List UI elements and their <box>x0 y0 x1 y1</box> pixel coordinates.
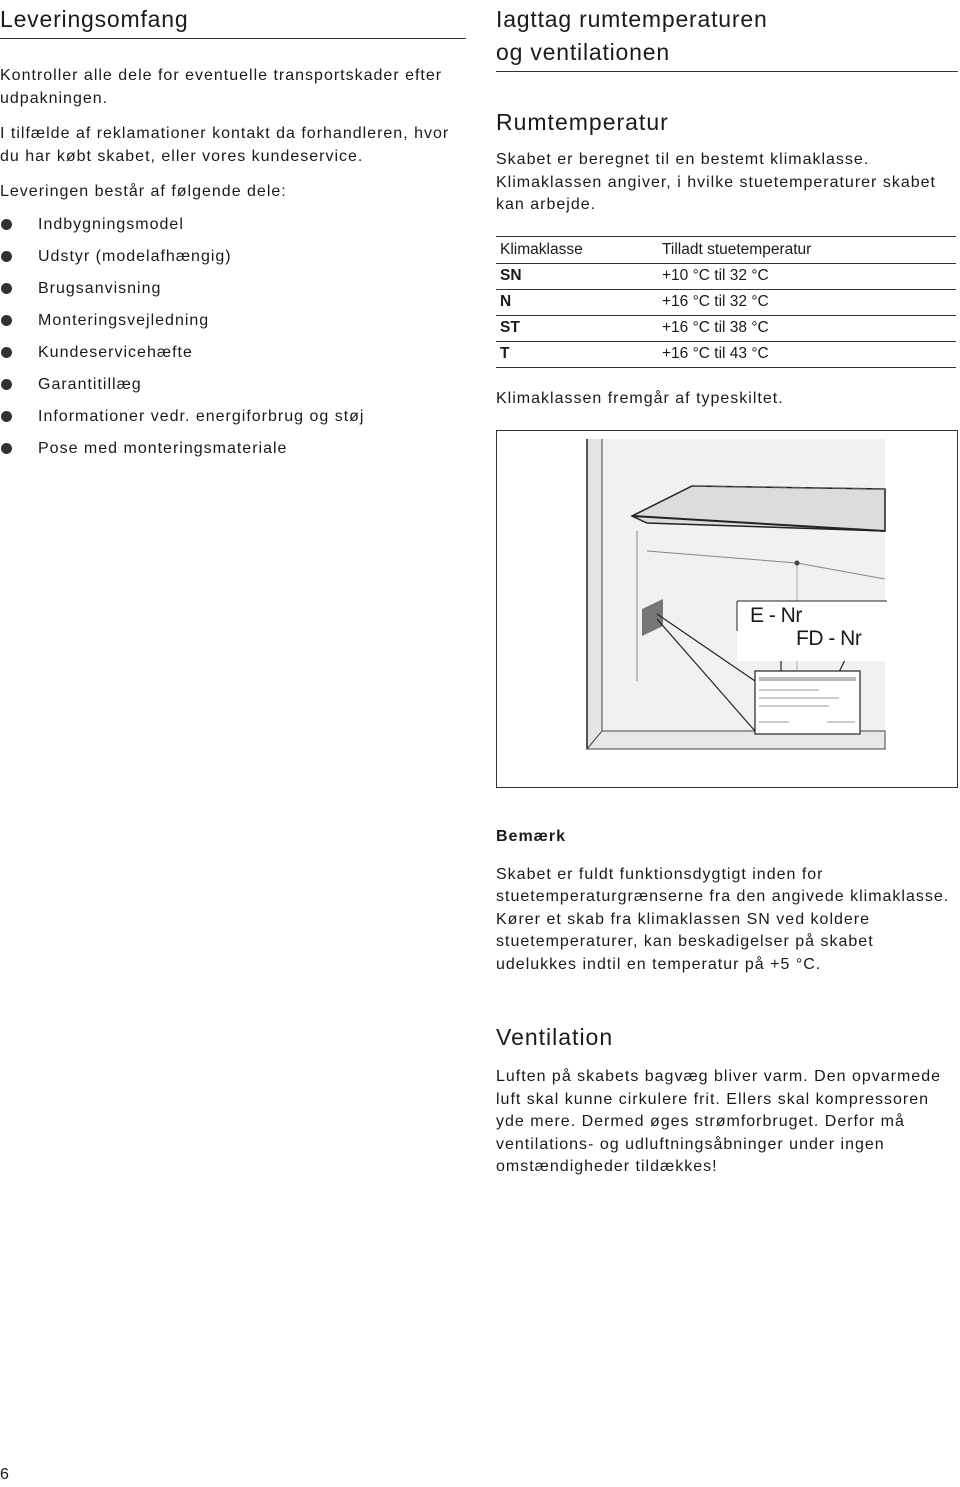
list-item-text: Monteringsvejledning <box>38 311 210 329</box>
temperature-range-cell: +16 °C til 38 °C <box>658 315 956 341</box>
paragraph-transport-check: Kontroller alle dele for eventuelle transportskader efter udpakningen. <box>0 67 443 107</box>
ventilation-paragraph: Luften på skabets bagvæg bliver varm. Den opvarmede luft skal kunne cirkulere frit. Ellers skal kompressoren yde mere. Dermed øges strømforbruget. Derfor må ventilations- og udluftningsåbninger under ingen omstændigheder tildækkes! <box>496 1068 941 1175</box>
heading-line-2: og ventilationen <box>496 39 670 65</box>
table-header-row <box>496 236 956 263</box>
column-header-temperature: Tilladt stuetemperatur <box>658 236 956 263</box>
list-item <box>0 310 466 342</box>
bullet-icon <box>1 379 12 390</box>
paragraph-rumtemperatur: Skabet er beregnet til en bestemt klimaklasse. Klimaklassen angiver, i hvilke stuetemperaturer skabet kan arbejde. <box>496 151 936 213</box>
list-item-text: Indbygningsmodel <box>38 215 184 233</box>
bullet-icon <box>1 251 12 262</box>
subheading-rumtemperatur: Rumtemperatur <box>496 109 669 135</box>
temperature-range-cell: +16 °C til 43 °C <box>658 341 956 367</box>
list-item-text: Pose med monteringsmateriale <box>38 439 288 457</box>
bullet-icon <box>1 283 12 294</box>
table-row <box>496 341 956 367</box>
list-item-text: Kundeservicehæfte <box>38 343 193 361</box>
list-item <box>0 278 466 310</box>
section-heading-leveringsomfang: Leveringsomfang <box>0 0 466 39</box>
label-fd-nr: FD - Nr <box>796 627 862 650</box>
plate-text-line <box>759 677 856 681</box>
climate-class-cell: ST <box>496 315 658 341</box>
note-paragraph: Skabet er fuldt funktionsdygtigt inden for stuetemperaturgrænserne fra den angivede klimaklasse. Kører et skab fra klimaklassen SN ved koldere stuetemperaturer, kan beskadigelser på skabet udelukkes indtil en temperatur på +5 °C. <box>496 865 950 973</box>
climate-class-cell: SN <box>496 263 658 289</box>
table-row <box>496 315 956 341</box>
plate-text-line <box>759 721 789 723</box>
bullet-icon <box>1 315 12 326</box>
heading-line-1: Iagttag rumtemperaturen <box>496 6 768 32</box>
bullet-icon <box>1 411 12 422</box>
rating-plate-illustration <box>496 430 958 788</box>
left-column <box>0 0 466 470</box>
column-header-klimaklasse: Klimaklasse <box>496 236 658 263</box>
bullet-icon <box>1 443 12 454</box>
label-e-nr: E - Nr <box>750 604 802 627</box>
plate-text-line <box>827 721 855 723</box>
list-item <box>0 342 466 374</box>
bullet-icon <box>1 219 12 230</box>
table-row <box>496 263 956 289</box>
paragraph-type-plate: Klimaklassen fremgår af typeskiltet. <box>496 389 784 407</box>
page-number: 6 <box>0 1466 9 1483</box>
section-heading-temperature-ventilation <box>496 0 958 72</box>
right-column <box>496 0 958 1179</box>
climate-class-cell: N <box>496 289 658 315</box>
plate-text-line <box>759 697 839 699</box>
list-item <box>0 374 466 406</box>
paragraph-complaints: I tilfælde af reklamationer kontakt da forhandleren, hvor du har købt skabet, eller vores kundeservice. <box>0 125 450 165</box>
list-item-text: Udstyr (modelafhængig) <box>38 247 232 265</box>
list-item <box>0 246 466 278</box>
list-item-text: Garantitillæg <box>38 375 142 393</box>
shelf-pin-icon <box>795 561 800 566</box>
bullet-icon <box>1 347 12 358</box>
climate-class-cell: T <box>496 341 658 367</box>
climate-class-table <box>496 236 956 368</box>
list-item <box>0 406 466 438</box>
list-item <box>0 438 466 470</box>
table-row <box>496 289 956 315</box>
plate-text-line <box>759 705 829 707</box>
temperature-range-cell: +16 °C til 32 °C <box>658 289 956 315</box>
temperature-range-cell: +10 °C til 32 °C <box>658 263 956 289</box>
left-side-wall <box>587 439 602 749</box>
delivery-items-list <box>0 214 466 470</box>
paragraph-delivery-parts: Leveringen består af følgende dele: <box>0 183 287 200</box>
list-item-text: Informationer vedr. energiforbrug og støj <box>38 407 365 425</box>
list-item <box>0 214 466 246</box>
fridge-interior-drawing <box>497 431 957 787</box>
subheading-ventilation: Ventilation <box>496 1024 614 1050</box>
note-heading: Bemærk <box>496 828 567 845</box>
plate-text-line <box>759 689 819 691</box>
list-item-text: Brugsanvisning <box>38 279 162 297</box>
